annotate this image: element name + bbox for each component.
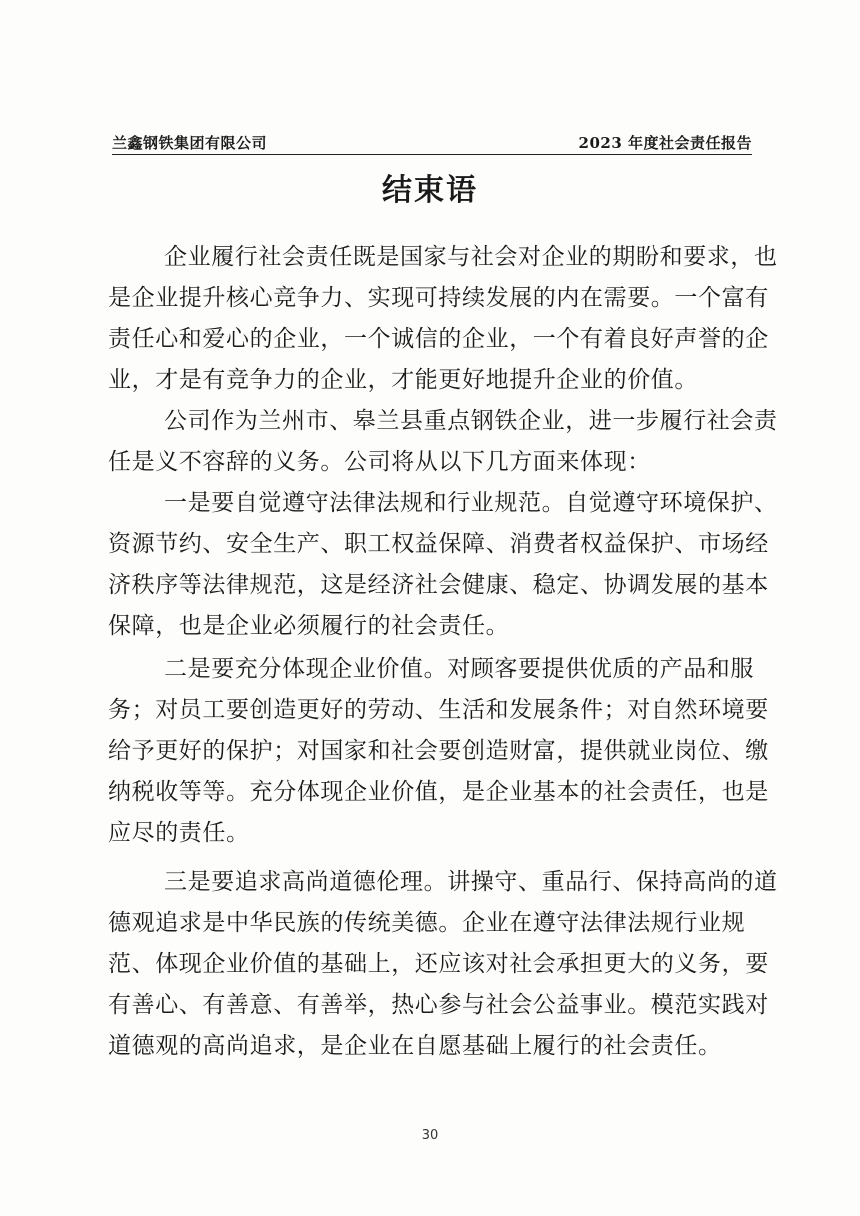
paragraph-line: 任是义不容辞的义务。公司将从以下几方面来体现： <box>108 449 651 475</box>
paragraph-line: 一是要自觉遵守法律法规和行业规范。自觉遵守环境保护、 <box>164 490 778 516</box>
paragraph-line: 责任心和爱心的企业，一个诚信的企业，一个有着良好声誉的企 <box>108 326 769 352</box>
header-report-title: 2023 年度社会责任报告 <box>578 134 752 152</box>
paragraph-line: 道德观的高尚追求，是企业在自愿基础上履行的社会责任。 <box>108 1033 722 1059</box>
paragraph-2 <box>108 401 778 483</box>
paragraph-line: 纳税收等等。充分体现企业价值，是企业基本的社会责任，也是 <box>108 779 769 805</box>
paragraph-line: 业，才是有竞争力的企业，才能更好地提升企业的价值。 <box>108 367 698 393</box>
paragraph-line: 保障，也是企业必须履行的社会责任。 <box>108 613 510 639</box>
page-header <box>112 132 752 154</box>
paragraph-line: 德观追求是中华民族的传统美德。企业在遵守法律法规行业规 <box>108 910 746 936</box>
paragraph-3 <box>108 483 778 647</box>
paragraph-1 <box>108 237 778 401</box>
paragraph-line: 二是要充分体现企业价值。对顾客要提供优质的产品和服 <box>164 656 754 682</box>
paragraph-line: 公司作为兰州市、皋兰县重点钢铁企业，进一步履行社会责 <box>164 408 778 434</box>
paragraph-line: 三是要追求高尚道德伦理。讲操守、重品行、保持高尚的道 <box>164 869 778 895</box>
paragraph-line: 给予更好的保护；对国家和社会要创造财富，提供就业岗位、缴 <box>108 738 769 764</box>
paragraph-line: 企业履行社会责任既是国家与社会对企业的期盼和要求，也 <box>164 244 778 270</box>
paragraph-line: 范、体现企业价值的基础上，还应该对社会承担更大的义务，要 <box>108 951 769 977</box>
header-company-name: 兰鑫钢铁集团有限公司 <box>112 134 268 152</box>
paragraph-line: 资源节约、安全生产、职工权益保障、消费者权益保护、市场经 <box>108 531 769 557</box>
paragraph-line: 务；对员工要创造更好的劳动、生活和发展条件；对自然环境要 <box>108 697 769 723</box>
page-title: 结束语 <box>382 173 478 208</box>
body-text <box>108 237 778 1067</box>
page-number: 30 <box>421 1128 439 1143</box>
header-divider <box>112 154 752 155</box>
paragraph-line: 济秩序等法律规范，这是经济社会健康、稳定、协调发展的基本 <box>108 572 769 598</box>
paragraph-line: 应尽的责任。 <box>108 820 250 846</box>
paragraph-line: 有善心、有善意、有善举，热心参与社会公益事业。模范实践对 <box>108 992 769 1018</box>
paragraph-4 <box>108 649 769 854</box>
paragraph-5 <box>108 862 778 1067</box>
paragraph-line: 是企业提升核心竞争力、实现可持续发展的内在需要。一个富有 <box>108 285 769 311</box>
